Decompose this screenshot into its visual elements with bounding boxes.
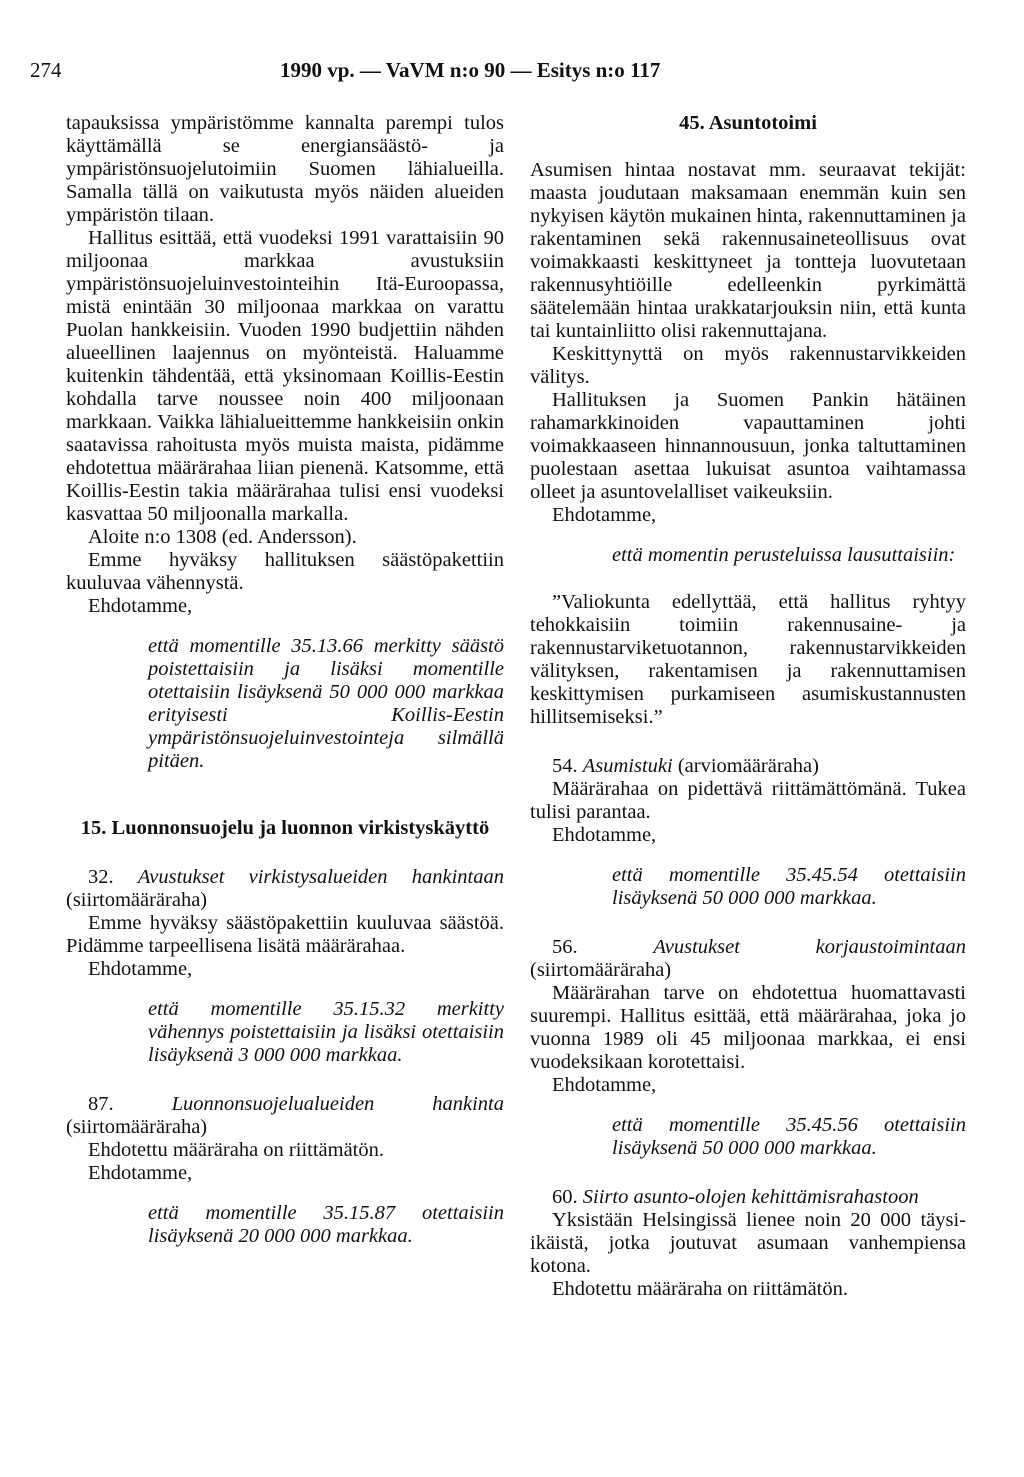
- item-type: (siirtomääräraha): [530, 959, 672, 981]
- item-title: Luonnonsuojelualueiden hankinta: [171, 1093, 505, 1115]
- paragraph: Keskittynyttä on myös rakennustarvikkeiden välitys.: [530, 343, 966, 388]
- item-type: (siirtomääräraha): [66, 889, 208, 911]
- item-type: (arviomääräraha): [677, 755, 819, 777]
- paragraph: Emme hyväksy hallituksen säästöpakettiin kuuluvaa vähennystä.: [66, 549, 504, 594]
- item-number: 32.: [88, 866, 114, 888]
- paragraph: Määrärahaa on pidettävä riittämättömänä. Tukea tulisi parantaa.: [530, 778, 966, 823]
- proposal-text: että momentin perusteluissa lausuttaisiin:: [612, 544, 956, 566]
- paragraph: Määrärahan tarve on ehdotettua huomattavasti suurempi. Hallitus esittää, että määrärahaa, joka jo vuonna 1989 oli 45 miljoonaa markkaa, ei ensi vuodeksikaan korotettaisi.: [530, 982, 966, 1073]
- item-number: 54.: [552, 755, 578, 777]
- paragraph: tapauksissa ympäristömme kannalta parempi tulos käyttämällä se energiansäästö- ja ympäristönsuojelutoimiin Suomen lähialueilla. Samalla tällä on vaikutusta myös näiden alueiden ympäristön tilaan.: [66, 112, 504, 226]
- paragraph: Ehdotamme,: [88, 595, 193, 617]
- right-column: [530, 112, 966, 1301]
- paragraph: Ehdotamme,: [552, 824, 657, 846]
- paragraph: Ehdotamme,: [88, 958, 193, 980]
- paragraph: Aloite n:o 1308 (ed. Andersson).: [88, 526, 357, 548]
- item-title: Avustukset virkistysalueiden hankintaan: [137, 866, 504, 888]
- header-title: 1990 vp. — VaVM n:o 90 — Esitys n:o 117: [280, 58, 661, 82]
- quoted-statement: ”Valiokunta edellyttää, että hallitus ryhtyy tehokkaisiin toimiin rakennusaine- ja rakennustarviketuotannon, rakennustarvikkeiden välityksen, rakentamisen ja rakennuttamisen keskittymisen purkamiseen asumiskustannusten hillitsemiseksi.”: [530, 591, 966, 728]
- item-type: (siirtomääräraha): [66, 1116, 208, 1138]
- page-header: [30, 58, 790, 94]
- proposal-text: että momentille 35.45.56 otettaisiin lisäyksenä 50 000 000 markkaa.: [612, 1114, 966, 1159]
- paragraph: Hallituksen ja Suomen Pankin hätäinen rahamarkkinoiden vapauttaminen johti voimakkaaseen hinnannousuun, jonka taltuttaminen puolestaan asettaa lukuisat asuntoa vaihtamassa olleet ja asuntovelalliset vaikeuksiin.: [530, 389, 966, 503]
- item-number: 60.: [552, 1186, 578, 1208]
- paragraph: Ehdotettu määräraha on riittämätön.: [88, 1139, 384, 1161]
- proposal-text: että momentille 35.45.54 otettaisiin lisäyksenä 50 000 000 markkaa.: [612, 864, 966, 909]
- paragraph: Asumisen hintaa nostavat mm. seuraavat tekijät: maasta joudutaan maksamaan enemmän kuin sen nykyisen käytön mukainen hinta, rakennuttaminen ja rakentaminen sekä rakennusaineteollisuus ovat voimakkaasti keskittyneet ja tontteja luovutetaan rakennusyhtiöille edelleenkin pyrkimättä säätelemään hintaa urakkatarjouksin niin, että kunta tai kuntainliitto olisi rakennuttajana.: [530, 159, 966, 342]
- item-number: 87.: [88, 1093, 114, 1115]
- section-heading: 15. Luonnonsuojelu ja luonnon virkistyskäyttö: [80, 817, 490, 839]
- paragraph: Hallitus esittää, että vuodeksi 1991 varattaisiin 90 miljoonaa markkaa avustuksiin ympäristönsuojeluinvestointeihin Itä-Euroopassa, mistä enintään 30 miljoonaa markkaa on varattu Puolan hankkeisiin. Vuoden 1990 budjettiin nähden alueellinen laajennus on myönteistä. Haluamme kuitenkin tähdentää, että yksinomaan Koillis-Eestin kohdalla tarve noussee noin 400 miljoonaan markkaan. Vaikka lähialueittemme hankkeisiin onkin saatavissa rahoitusta myös muista maista, pidämme ehdotettua määrärahaa liian pienenä. Katsomme, että Koillis-Eestin takia määrärahaa tulisi ensi vuodeksi kasvattaa 50 miljoonalla markalla.: [66, 227, 504, 525]
- proposal-text: että momentille 35.15.32 merkitty vähennys poistettaisiin ja lisäksi otettaisiin lisäyksenä 3 000 000 markkaa.: [148, 998, 504, 1066]
- proposal-text: että momentille 35.13.66 merkitty säästö poistettaisiin ja lisäksi momentille otettaisiin lisäyksenä 50 000 000 markkaa erityisesti Koillis-Eestin ympäristönsuojeluinvestointeja silmällä pitäen.: [148, 635, 504, 772]
- item-title: Siirto asunto-olojen kehittämisrahastoon: [582, 1186, 919, 1208]
- page-number: 274: [30, 58, 62, 82]
- proposal-text: että momentille 35.15.87 otettaisiin lisäyksenä 20 000 000 markkaa.: [148, 1202, 504, 1247]
- budget-item: [530, 936, 966, 982]
- left-column: [66, 112, 504, 1248]
- item-title: Asumistuki: [582, 755, 673, 777]
- budget-item: [66, 1093, 504, 1139]
- item-title: Avustukset korjaustoimintaan: [653, 936, 966, 958]
- paragraph: Ehdotamme,: [88, 1162, 193, 1184]
- budget-item: [66, 866, 504, 912]
- item-number: 56.: [552, 936, 578, 958]
- budget-item: [530, 1186, 966, 1209]
- paragraph: Ehdotettu määräraha on riittämätön.: [552, 1278, 848, 1300]
- paragraph: Emme hyväksy säästöpakettiin kuuluvaa säästöä. Pidämme tarpeellisena lisätä määrärahaa.: [66, 912, 504, 957]
- paragraph: Yksistään Helsingissä lienee noin 20 000 täysi-ikäistä, jotka joutuvat asumaan vanhempiensa kotona.: [530, 1209, 966, 1277]
- budget-item: [530, 755, 966, 778]
- paragraph: Ehdotamme,: [552, 504, 657, 526]
- paragraph: Ehdotamme,: [552, 1074, 657, 1096]
- section-heading: 45. Asuntotoimi: [679, 112, 817, 134]
